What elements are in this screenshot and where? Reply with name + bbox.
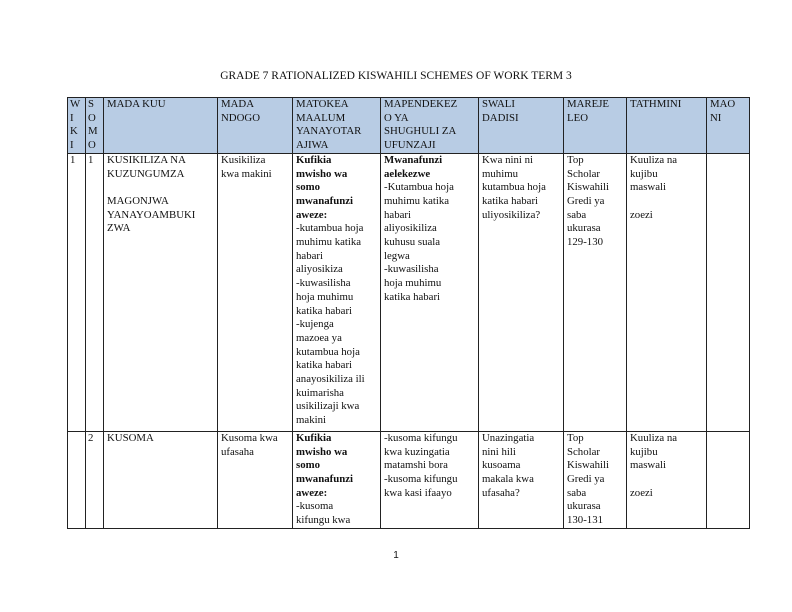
header-text: YANAYOTAR xyxy=(296,125,362,138)
cell-text: -kusoma xyxy=(296,500,334,513)
table-row xyxy=(68,431,750,528)
cell-text: aliyosikiza xyxy=(296,263,343,276)
cell-marejeleo xyxy=(564,153,627,431)
scheme-of-work-table xyxy=(67,97,750,529)
cell-mada-kuu xyxy=(104,153,218,431)
cell-text: 129-130 xyxy=(567,236,603,249)
cell-text: makala kwa xyxy=(482,472,534,485)
header-text: O xyxy=(88,139,96,152)
cell-text: Gredi ya xyxy=(567,472,605,485)
header-text: I xyxy=(70,111,74,124)
header-text: TATHMINI xyxy=(630,98,682,110)
header-text: O YA xyxy=(384,111,409,124)
cell-text: aweze: xyxy=(296,208,328,221)
cell-text: kifungu kwa xyxy=(296,514,351,527)
cell-text: ZWA xyxy=(107,222,131,235)
header-text: MAALUM xyxy=(296,111,346,124)
header-somo xyxy=(86,98,104,154)
header-text: W xyxy=(70,98,81,110)
cell-text: saba xyxy=(567,208,587,221)
cell-text: -kujenga xyxy=(296,318,334,331)
cell-text: zoezi xyxy=(630,208,653,221)
cell-maoni xyxy=(707,153,750,431)
cell-text: muhimu xyxy=(482,167,518,180)
header-row xyxy=(68,98,750,154)
cell-text: -kuwasilisha xyxy=(384,263,439,276)
header-text: M xyxy=(88,125,98,138)
header-mada-ndogo xyxy=(218,98,293,154)
header-text: MAO xyxy=(710,98,736,110)
cell-tathmini xyxy=(627,153,707,431)
cell-text: 1 xyxy=(88,153,94,166)
header-text: AJIWA xyxy=(296,139,329,152)
cell-text: ufasaha xyxy=(221,445,254,458)
cell-text: hoja muhimu xyxy=(296,290,354,303)
cell-text: -kuwasilisha xyxy=(296,277,351,290)
cell-text: zoezi xyxy=(630,486,653,499)
cell-mapendekezo xyxy=(381,431,479,528)
cell-text: Kusikiliza xyxy=(221,153,266,166)
cell-text: aelekezwe xyxy=(384,167,431,180)
header-text: MAREJE xyxy=(567,98,609,110)
cell-text: Kufikia xyxy=(296,153,332,166)
cell-text: Unazingatia xyxy=(482,431,535,444)
cell-matokea-maalum xyxy=(293,431,381,528)
header-text: LEO xyxy=(567,111,588,124)
cell-text: aweze: xyxy=(296,486,328,499)
cell-text: mwanafunzi xyxy=(296,472,353,485)
cell-text: kujibu xyxy=(630,167,658,180)
cell-mada-kuu xyxy=(104,431,218,528)
cell-text: somo xyxy=(296,181,320,194)
cell-text: katika habari xyxy=(296,359,353,372)
cell-text: kusoama xyxy=(482,459,521,472)
cell-marejeleo xyxy=(564,431,627,528)
cell-text: anayosikiliza ili xyxy=(296,373,365,386)
header-marejeleo xyxy=(564,98,627,154)
cell-text: maswali xyxy=(630,181,666,194)
cell-text: KUSOMA xyxy=(107,431,154,444)
cell-text: kwa makini xyxy=(221,167,272,180)
header-mapendekezo xyxy=(381,98,479,154)
cell-text: saba xyxy=(567,486,587,499)
cell-text: Kwa nini ni xyxy=(482,153,533,166)
header-wiki xyxy=(68,98,86,154)
cell-text xyxy=(630,195,703,209)
document-title: GRADE 7 RATIONALIZED KISWAHILI SCHEMES OF WORK TERM 3 xyxy=(220,70,572,82)
cell-text: kwa kasi ifaayo xyxy=(384,486,452,499)
header-text: NI xyxy=(710,111,722,124)
cell-text: muhimu katika xyxy=(296,236,362,249)
header-text: SHUGHULI ZA xyxy=(384,125,457,138)
cell-text: 130-131 xyxy=(567,514,603,527)
cell-wiki xyxy=(68,431,86,528)
cell-text: kutambua hoja xyxy=(296,345,360,358)
cell-text: -kutambua hoja xyxy=(296,222,364,235)
cell-text: ufasaha? xyxy=(482,486,520,499)
cell-text: somo xyxy=(296,459,320,472)
header-text: S xyxy=(88,98,95,110)
cell-text: kwa kuzingatia xyxy=(384,445,450,458)
cell-wiki xyxy=(68,153,86,431)
header-text: SWALI xyxy=(482,98,515,110)
cell-text: ukurasa xyxy=(567,222,601,235)
cell-text: Top xyxy=(567,431,584,444)
cell-text: Gredi ya xyxy=(567,194,605,207)
cell-text: kuhusu suala xyxy=(384,236,441,249)
cell-text: ukurasa xyxy=(567,500,601,513)
header-swali-dadisi xyxy=(479,98,564,154)
cell-text xyxy=(107,181,214,195)
header-text: MADA KUU xyxy=(107,98,166,110)
cell-text: Kiswahili xyxy=(567,459,609,472)
cell-swali-dadisi xyxy=(479,431,564,528)
cell-mada-ndogo xyxy=(218,153,293,431)
cell-text: mwisho wa xyxy=(296,167,348,180)
header-text: MAPENDEKEZ xyxy=(384,98,458,110)
cell-somo xyxy=(86,153,104,431)
cell-text: kuimarisha xyxy=(296,386,344,399)
header-text: DADISI xyxy=(482,111,519,124)
cell-tathmini xyxy=(627,431,707,528)
cell-text: YANAYOAMBUKI xyxy=(107,208,196,221)
cell-text: mwanafunzi xyxy=(296,194,353,207)
cell-text: Kiswahili xyxy=(567,181,609,194)
cell-text: 2 xyxy=(88,431,94,444)
cell-text: uliyosikiliza? xyxy=(482,208,541,221)
cell-text: Kufikia xyxy=(296,431,332,444)
cell-text: katika habari xyxy=(296,304,353,317)
header-text: UFUNZAJI xyxy=(384,139,436,152)
cell-text: habari xyxy=(296,249,323,262)
cell-text: 1 xyxy=(70,153,76,166)
cell-matokea-maalum xyxy=(293,153,381,431)
cell-text: mazoea ya xyxy=(296,331,342,344)
cell-maoni xyxy=(707,431,750,528)
cell-mada-ndogo xyxy=(218,431,293,528)
cell-text: matamshi bora xyxy=(384,459,448,472)
cell-text: katika habari xyxy=(384,290,441,303)
cell-text: muhimu katika xyxy=(384,194,450,207)
page-number: 1 xyxy=(393,550,399,561)
header-mada-kuu xyxy=(104,98,218,154)
cell-text: KUSIKILIZA NA xyxy=(107,153,186,166)
cell-text: makini xyxy=(296,414,326,427)
cell-text: hoja muhimu xyxy=(384,277,442,290)
header-tathmini xyxy=(627,98,707,154)
header-text: MATOKEA xyxy=(296,98,349,110)
cell-swali-dadisi xyxy=(479,153,564,431)
cell-text: -kusoma kifungu xyxy=(384,472,458,485)
cell-text: Top xyxy=(567,153,584,166)
cell-mapendekezo xyxy=(381,153,479,431)
header-text: I xyxy=(70,139,74,152)
cell-text xyxy=(630,473,703,487)
cell-text: Kuuliza na xyxy=(630,153,678,166)
cell-text: -kusoma kifungu xyxy=(384,431,458,444)
header-text: K xyxy=(70,125,78,138)
cell-text: Scholar xyxy=(567,445,600,458)
cell-text: nini hili xyxy=(482,445,516,458)
header-text: NDOGO xyxy=(221,111,260,124)
cell-text: mwisho wa xyxy=(296,445,348,458)
cell-text: MAGONJWA xyxy=(107,194,169,207)
cell-text: habari xyxy=(384,208,411,221)
cell-somo xyxy=(86,431,104,528)
header-text: O xyxy=(88,111,96,124)
cell-text: Mwanafunzi xyxy=(384,153,443,166)
cell-text: usikilizaji kwa xyxy=(296,400,360,413)
header-matokea-maalum xyxy=(293,98,381,154)
cell-text: legwa xyxy=(384,249,410,262)
cell-text: -Kutambua hoja xyxy=(384,181,454,194)
cell-text: Scholar xyxy=(567,167,600,180)
cell-text: kutambua hoja xyxy=(482,181,546,194)
cell-text: KUZUNGUMZA xyxy=(107,167,185,180)
header-maoni xyxy=(707,98,750,154)
cell-text: Kuuliza na xyxy=(630,431,678,444)
table-row xyxy=(68,153,750,431)
cell-text: katika habari xyxy=(482,194,539,207)
cell-text: maswali xyxy=(630,459,666,472)
header-text: MADA xyxy=(221,98,254,110)
cell-text: kujibu xyxy=(630,445,658,458)
cell-text: aliyosikiliza xyxy=(384,222,437,235)
cell-text: Kusoma kwa xyxy=(221,431,278,444)
